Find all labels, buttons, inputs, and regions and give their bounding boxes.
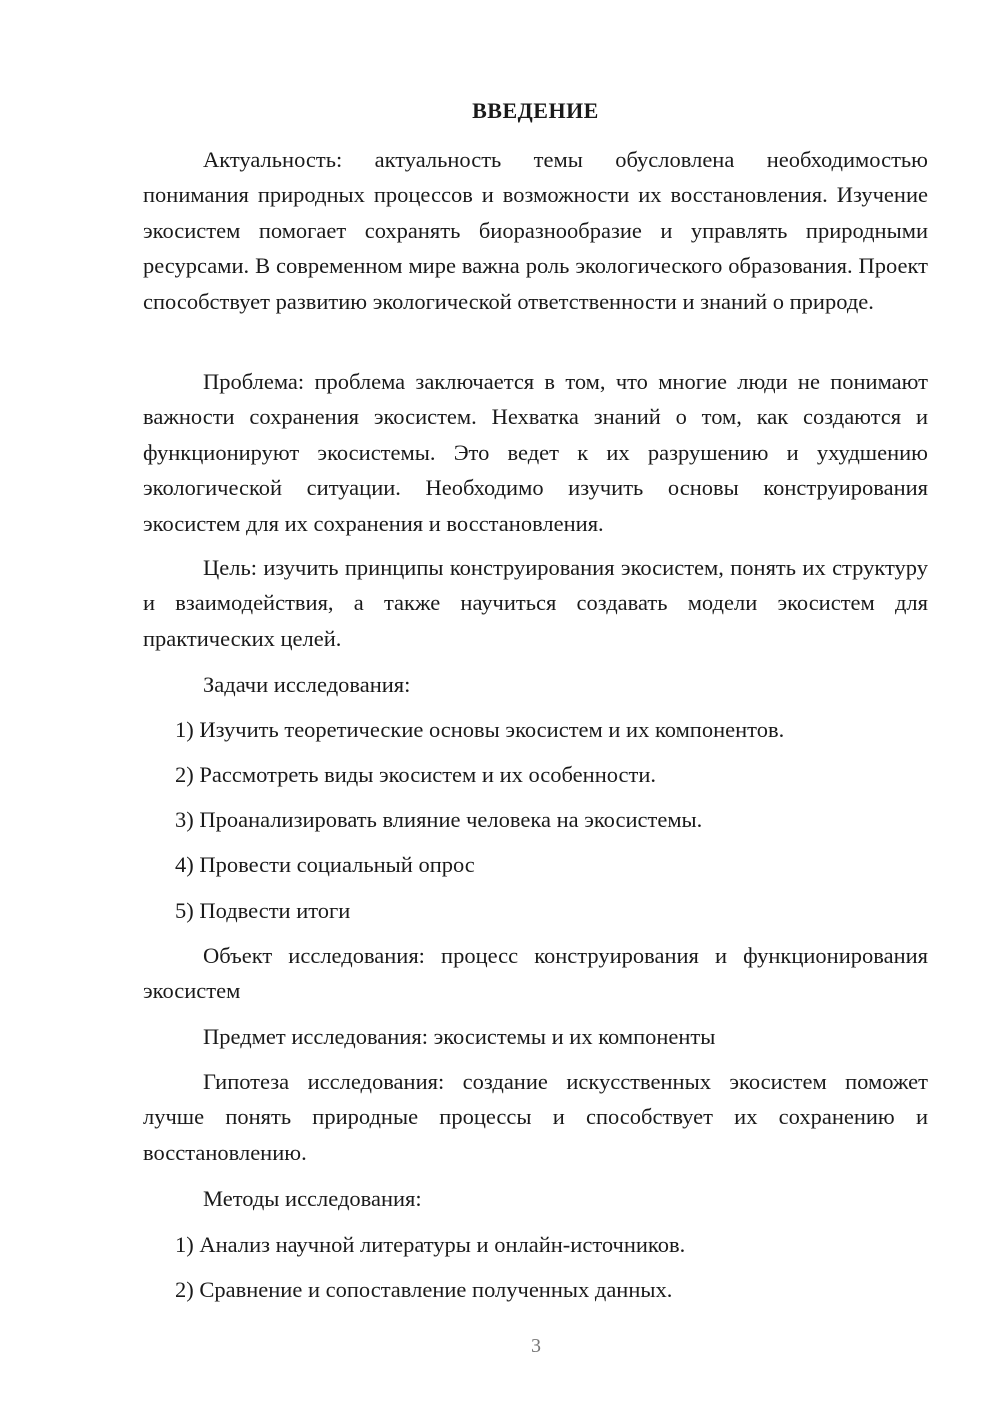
task-item: 3) Проанализировать влияние человека на экосистемы. — [175, 807, 703, 832]
page-number: 3 — [531, 1335, 541, 1357]
tasks-title: Задачи исследования: — [203, 672, 411, 697]
relevance-paragraph: Актуальность: актуальность темы обусловлена необходимостью понимания природных процессов и возможности их восстановления. Изучение экосистем помогает сохранять биоразнообразие и управлять природными ресурсами. В современном мире важна роль экологического образования. Проект способствует развитию экологической ответственности и знаний о природе. — [143, 147, 928, 314]
task-item: 2) Рассмотреть виды экосистем и их особенности. — [175, 762, 657, 787]
task-item: 5) Подвести итоги — [175, 898, 351, 923]
hypothesis-paragraph: Гипотеза исследования: создание искусственных экосистем поможет лучше понять природные процессы и способствует их сохранению и восстановлению. — [143, 1069, 928, 1165]
method-item: 2) Сравнение и сопоставление полученных данных. — [175, 1277, 673, 1302]
goal-paragraph: Цель: изучить принципы конструирования экосистем, понять их структуру и взаимодействия, а также научиться создавать модели экосистем для практических целей. — [143, 555, 928, 651]
object-paragraph: Объект исследования: процесс конструирования и функционирования экосистем — [143, 943, 928, 1004]
task-item: 1) Изучить теоретические основы экосистем и их компонентов. — [175, 717, 785, 742]
method-item: 1) Анализ научной литературы и онлайн-источников. — [175, 1232, 686, 1257]
methods-title: Методы исследования: — [203, 1186, 422, 1211]
page-title: ВВЕДЕНИЕ — [472, 98, 599, 123]
problem-paragraph: Проблема: проблема заключается в том, что многие люди не понимают важности сохранения экосистем. Нехватка знаний о том, как создаются и функционируют экосистемы. Это ведет к их разрушению и ухудшению экологической ситуации. Необходимо изучить основы конструирования экосистем для их сохранения и восстановления. — [143, 369, 928, 536]
subject-paragraph: Предмет исследования: экосистемы и их компоненты — [203, 1024, 716, 1049]
task-item: 4) Провести социальный опрос — [175, 852, 475, 877]
